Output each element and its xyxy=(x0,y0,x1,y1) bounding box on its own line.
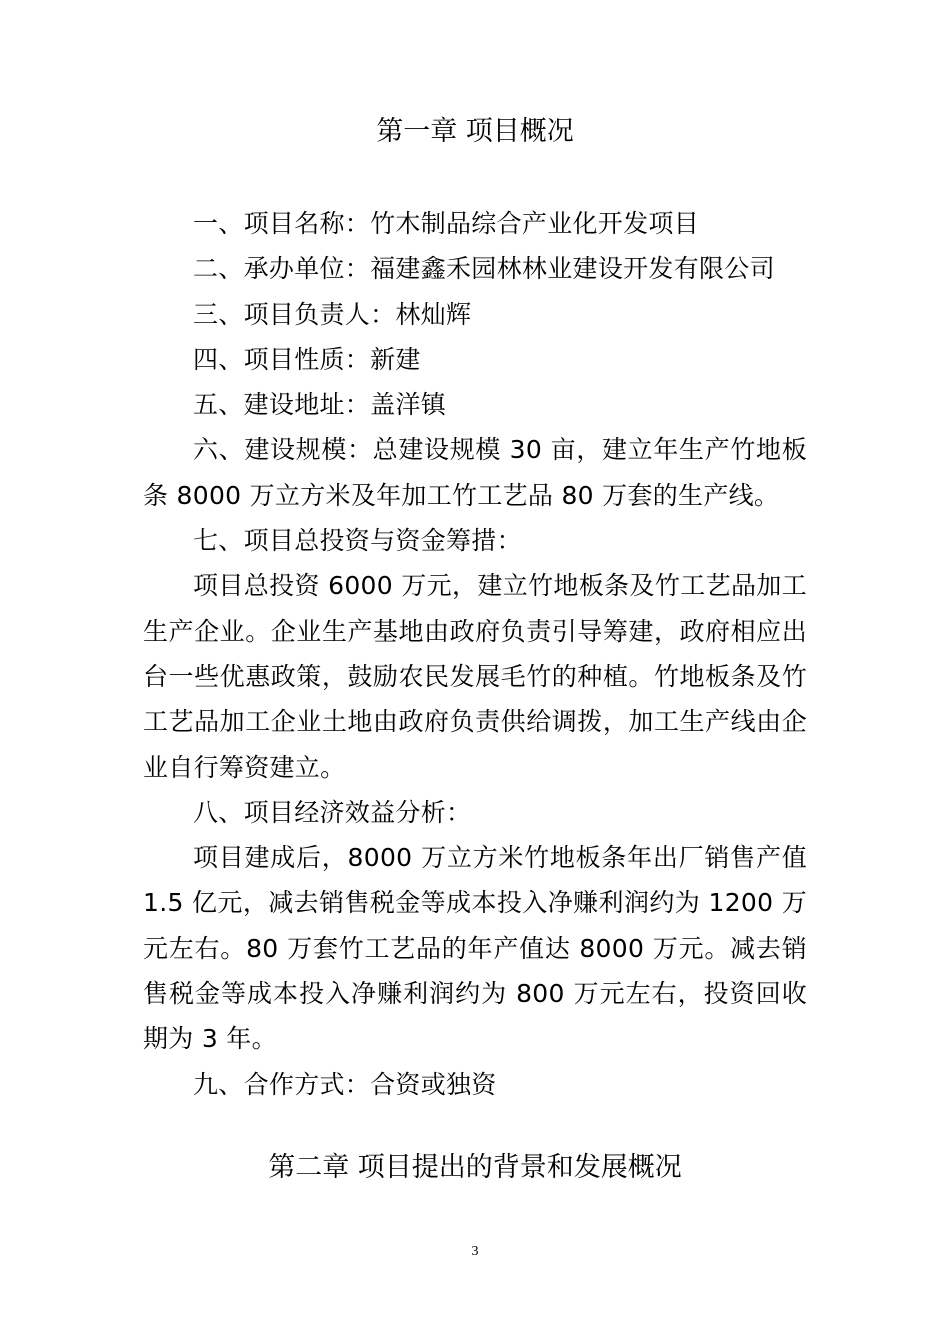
item-benefit-heading: 八、项目经济效益分析： xyxy=(193,797,472,827)
investment-paragraph: 项目总投资 6000 万元，建立竹地板条及竹工艺品加工生产企业。企业生产基地由政府负责引导筹建，政府相应出台一些优惠政策，鼓励农民发展毛竹的种植。竹地板条及竹工艺品加工企业土地由政府负责供给调拨，加工生产线由企业自行筹资建立。 xyxy=(143,571,807,782)
chapter-two-title: 第二章 项目提出的背景和发展概况 xyxy=(268,1152,682,1183)
chapter-one-body xyxy=(143,201,807,1107)
page-number: 3 xyxy=(471,1244,479,1259)
benefit-paragraph: 项目建成后，8000 万立方米竹地板条年出厂销售产值 1.5 亿元，减去销售税金等成本投入净赚利润约为 1200 万元左右。80 万套竹工艺品的年产值达 8000 万元。减去销售税金等成本投入净赚利润约为 800 万元左右，投资回收期为 3 年。 xyxy=(143,843,807,1054)
item-undertaking-unit: 二、承办单位：福建鑫禾园林林业建设开发有限公司 xyxy=(193,254,775,284)
item-construction-scale: 六、建设规模：总建设规模 30 亩，建立年生产竹地板条 8000 万立方米及年加工竹工艺品 80 万套的生产线。 xyxy=(143,435,807,510)
chapter-one-title: 第一章 项目概况 xyxy=(376,116,574,147)
item-cooperation-mode: 九、合作方式：合资或独资 xyxy=(193,1069,497,1099)
item-construction-site: 五、建设地址：盖洋镇 xyxy=(193,390,447,420)
item-investment-heading: 七、项目总投资与资金筹措： xyxy=(193,526,522,556)
item-project-name: 一、项目名称：竹木制品综合产业化开发项目 xyxy=(193,209,700,238)
item-project-leader: 三、项目负责人：林灿辉 xyxy=(193,299,472,329)
item-project-nature: 四、项目性质：新建 xyxy=(193,344,421,374)
